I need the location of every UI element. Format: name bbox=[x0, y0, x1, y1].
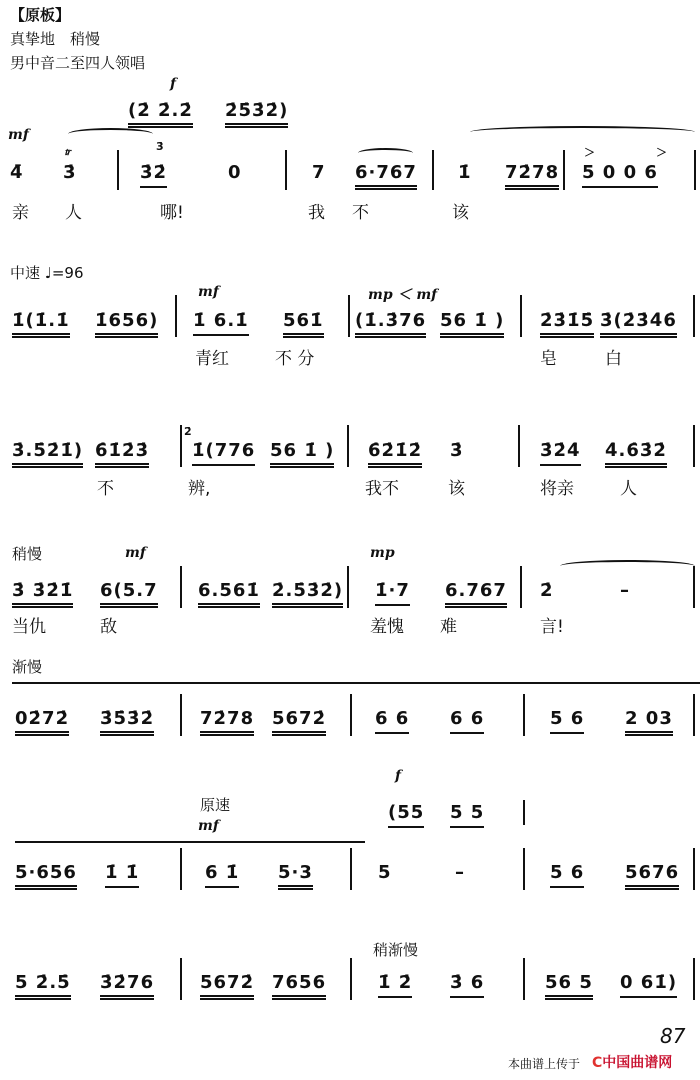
note-group: 1̇ bbox=[458, 162, 472, 183]
note-group: 5 6 bbox=[550, 708, 584, 734]
bar-line bbox=[523, 958, 525, 1000]
note-group: 56 1̇ ) bbox=[270, 440, 334, 468]
note-group: – bbox=[455, 862, 465, 883]
bar-line bbox=[180, 566, 182, 608]
lyric: 青红 bbox=[195, 349, 229, 369]
lyric: 羞愧 bbox=[370, 617, 404, 637]
bar-line bbox=[693, 694, 695, 736]
note-group: 1̇ 1̇ bbox=[105, 862, 139, 888]
dynamic-mark: mf bbox=[125, 545, 146, 561]
note-group: 7656 bbox=[272, 972, 326, 1000]
lyric: 人 bbox=[620, 479, 637, 499]
note-group: (2̇ 2̇.2̇ bbox=[128, 100, 193, 128]
slur bbox=[470, 126, 695, 138]
note-group: 1̇656) bbox=[95, 310, 158, 338]
note-group: 6.767 bbox=[445, 580, 507, 608]
note-group: 5 0 0 6 bbox=[582, 162, 658, 188]
note-group: 56 5 bbox=[545, 972, 593, 1000]
grace-note: 2̇ bbox=[184, 425, 192, 438]
note-group: 1̇(776 bbox=[192, 440, 255, 466]
note-group: 5672̇ bbox=[200, 972, 254, 1000]
bar-line bbox=[694, 150, 696, 190]
site-logo bbox=[592, 1052, 672, 1072]
bar-line bbox=[180, 694, 182, 736]
note-group: 7 bbox=[312, 162, 326, 183]
mordent-icon: 𝆖 bbox=[65, 145, 72, 158]
slur-line bbox=[12, 682, 700, 684]
bar-line bbox=[350, 694, 352, 736]
note-group: 4̄ bbox=[10, 162, 24, 183]
bar-line bbox=[347, 425, 349, 467]
note-group: 3̇.5̇2̇1̇) bbox=[12, 440, 83, 468]
lyric: 该 bbox=[452, 203, 469, 223]
bar-line bbox=[520, 566, 522, 608]
accent-icon: ＞ bbox=[584, 146, 595, 159]
note-group: 56 1̇ ) bbox=[440, 310, 504, 338]
bar-line bbox=[523, 694, 525, 736]
note-group: 3̇ bbox=[450, 440, 464, 461]
lyric: 不 bbox=[97, 479, 114, 499]
note-group: 6.561̇ bbox=[198, 580, 260, 608]
bar-line bbox=[180, 848, 182, 890]
dynamic-mark: f bbox=[170, 76, 177, 92]
note-group: 0 bbox=[228, 162, 242, 183]
note-group: 2̇.5̇3̇2̇) bbox=[272, 580, 343, 608]
note-group: 1̇(1̇.1̇ bbox=[12, 310, 70, 338]
tempo-mark: 稍慢 bbox=[12, 545, 43, 563]
lyric: 难 bbox=[440, 617, 457, 637]
dynamic-mark: mp bbox=[370, 545, 395, 561]
logo-icon: C bbox=[592, 1055, 603, 1071]
lyric: 不 分 bbox=[275, 349, 315, 369]
bar-line bbox=[520, 295, 522, 337]
note-group: 3̇ 3̇2̇1̇ bbox=[12, 580, 73, 608]
bar-line bbox=[350, 958, 352, 1000]
upload-note: 本曲谱上传于 bbox=[508, 1057, 581, 1071]
bar-line bbox=[693, 848, 695, 890]
note-group: 3̇2̇4̇ bbox=[540, 440, 581, 466]
lyric: 皂 bbox=[540, 349, 557, 369]
bar-line bbox=[350, 848, 352, 890]
note-group: 2 03 bbox=[625, 708, 673, 736]
note-group: 1̇ 6.1̇ bbox=[193, 310, 249, 336]
page-number: 87 bbox=[660, 1024, 686, 1048]
dynamic-mark: mf bbox=[198, 818, 219, 834]
slur bbox=[68, 128, 153, 140]
section-label: 【原板】 bbox=[10, 6, 71, 24]
note-group: 5 2̇.5̇ bbox=[15, 972, 71, 1000]
note-group: 6·767 bbox=[355, 162, 417, 190]
bar-line bbox=[175, 295, 177, 337]
bar-line bbox=[347, 566, 349, 608]
lyric: 敌 bbox=[100, 617, 117, 637]
bar-line bbox=[180, 958, 182, 1000]
note-group: 561̇ bbox=[283, 310, 324, 338]
note-group: 3̇5̇3̇2̇ bbox=[100, 708, 154, 736]
bar-line bbox=[518, 425, 520, 467]
lyric: 言! bbox=[540, 617, 564, 637]
lyric: 将亲 bbox=[540, 479, 574, 499]
tempo-mark: 稍渐慢 bbox=[373, 941, 419, 959]
note-group: 5·656 bbox=[15, 862, 77, 890]
note-group: 3̇2̇76 bbox=[100, 972, 154, 1000]
note-group: 1̇ 2̇ bbox=[378, 972, 412, 998]
performers-note: 男中音二至四人领唱 bbox=[10, 54, 146, 72]
note-group: 6(5.7 bbox=[100, 580, 158, 608]
grace-note: 3̇ bbox=[156, 140, 164, 153]
note-group: 2̇3̇1̇5̇ bbox=[540, 310, 594, 338]
note-group: 6 6 bbox=[375, 708, 409, 734]
slur-line bbox=[15, 841, 365, 843]
bar-line bbox=[693, 295, 695, 337]
bar-line bbox=[285, 150, 287, 190]
lyric: 亲 bbox=[12, 203, 29, 223]
logo-text: 中国曲谱网 bbox=[602, 1055, 673, 1071]
bar-line bbox=[523, 848, 525, 890]
note-group: (55 bbox=[388, 802, 424, 828]
note-group: 6 1̇ bbox=[205, 862, 239, 888]
note-group: – bbox=[620, 580, 630, 601]
dynamic-mark: f bbox=[395, 768, 402, 784]
dynamic-mark: mp ＜ mf bbox=[368, 287, 438, 303]
note-group: 5 6 bbox=[550, 862, 584, 888]
tempo-mark: 中速 ♩=96 bbox=[10, 264, 84, 282]
note-group: 6 6 bbox=[450, 708, 484, 734]
note-group: 0 61̇) bbox=[620, 972, 677, 998]
dynamic-mark: mf bbox=[8, 127, 29, 143]
note-group: 3̇ 6 bbox=[450, 972, 484, 998]
lyric: 我不 bbox=[365, 479, 399, 499]
slur bbox=[560, 560, 695, 572]
bar-line bbox=[693, 958, 695, 1000]
tempo-mark: 原速 bbox=[200, 796, 231, 814]
bar-line bbox=[348, 295, 350, 337]
note-group: 6̇1̇2̇3̇ bbox=[95, 440, 149, 468]
dynamic-mark: mf bbox=[198, 284, 219, 300]
bar-line bbox=[432, 150, 434, 190]
note-group: 1̇·7 bbox=[375, 580, 410, 606]
lyric: 该 bbox=[448, 479, 465, 499]
bar-line bbox=[693, 566, 695, 608]
note-group: 5·3 bbox=[278, 862, 313, 890]
tempo-mark: 渐慢 bbox=[12, 658, 43, 676]
note-group: 4̇.6̇3̇2̇ bbox=[605, 440, 667, 468]
note-group: 2̇5̇3̇2̇) bbox=[225, 100, 288, 128]
lyric: 辨, bbox=[188, 479, 211, 499]
lyric: 人 bbox=[65, 203, 82, 223]
bar-line bbox=[180, 425, 182, 467]
note-group: 72̇78 bbox=[505, 162, 559, 190]
bar-line bbox=[563, 150, 565, 190]
bar-line bbox=[523, 800, 525, 825]
note-group: 2̇ bbox=[540, 580, 554, 601]
note-group: 5672̇ bbox=[272, 708, 326, 736]
note-group: 5 bbox=[378, 862, 392, 883]
slur bbox=[358, 148, 413, 158]
note-group: 3̇(2̇3̇4̇6̇ bbox=[600, 310, 677, 338]
note-group: 02̇72̇ bbox=[15, 708, 69, 736]
note-group: 6̇2̇1̇2̇ bbox=[368, 440, 422, 468]
note-group: 72̇78 bbox=[200, 708, 254, 736]
note-group: 5 5 bbox=[450, 802, 484, 828]
accent-icon: ＞ bbox=[656, 146, 667, 159]
lyric: 我 bbox=[308, 203, 325, 223]
note-group: (1̇.3̇76 bbox=[355, 310, 426, 338]
lyric: 白 bbox=[605, 349, 622, 369]
note-group: 5676 bbox=[625, 862, 679, 890]
note-group: 3̇2̇ bbox=[140, 162, 167, 188]
lyric: 不 bbox=[352, 203, 369, 223]
expression-mark: 真挚地 稍慢 bbox=[10, 30, 101, 48]
lyric: 哪! bbox=[160, 203, 184, 223]
note-group: 3̇ bbox=[63, 162, 77, 183]
lyric: 当仇 bbox=[12, 617, 46, 637]
bar-line bbox=[117, 150, 119, 190]
bar-line bbox=[693, 425, 695, 467]
